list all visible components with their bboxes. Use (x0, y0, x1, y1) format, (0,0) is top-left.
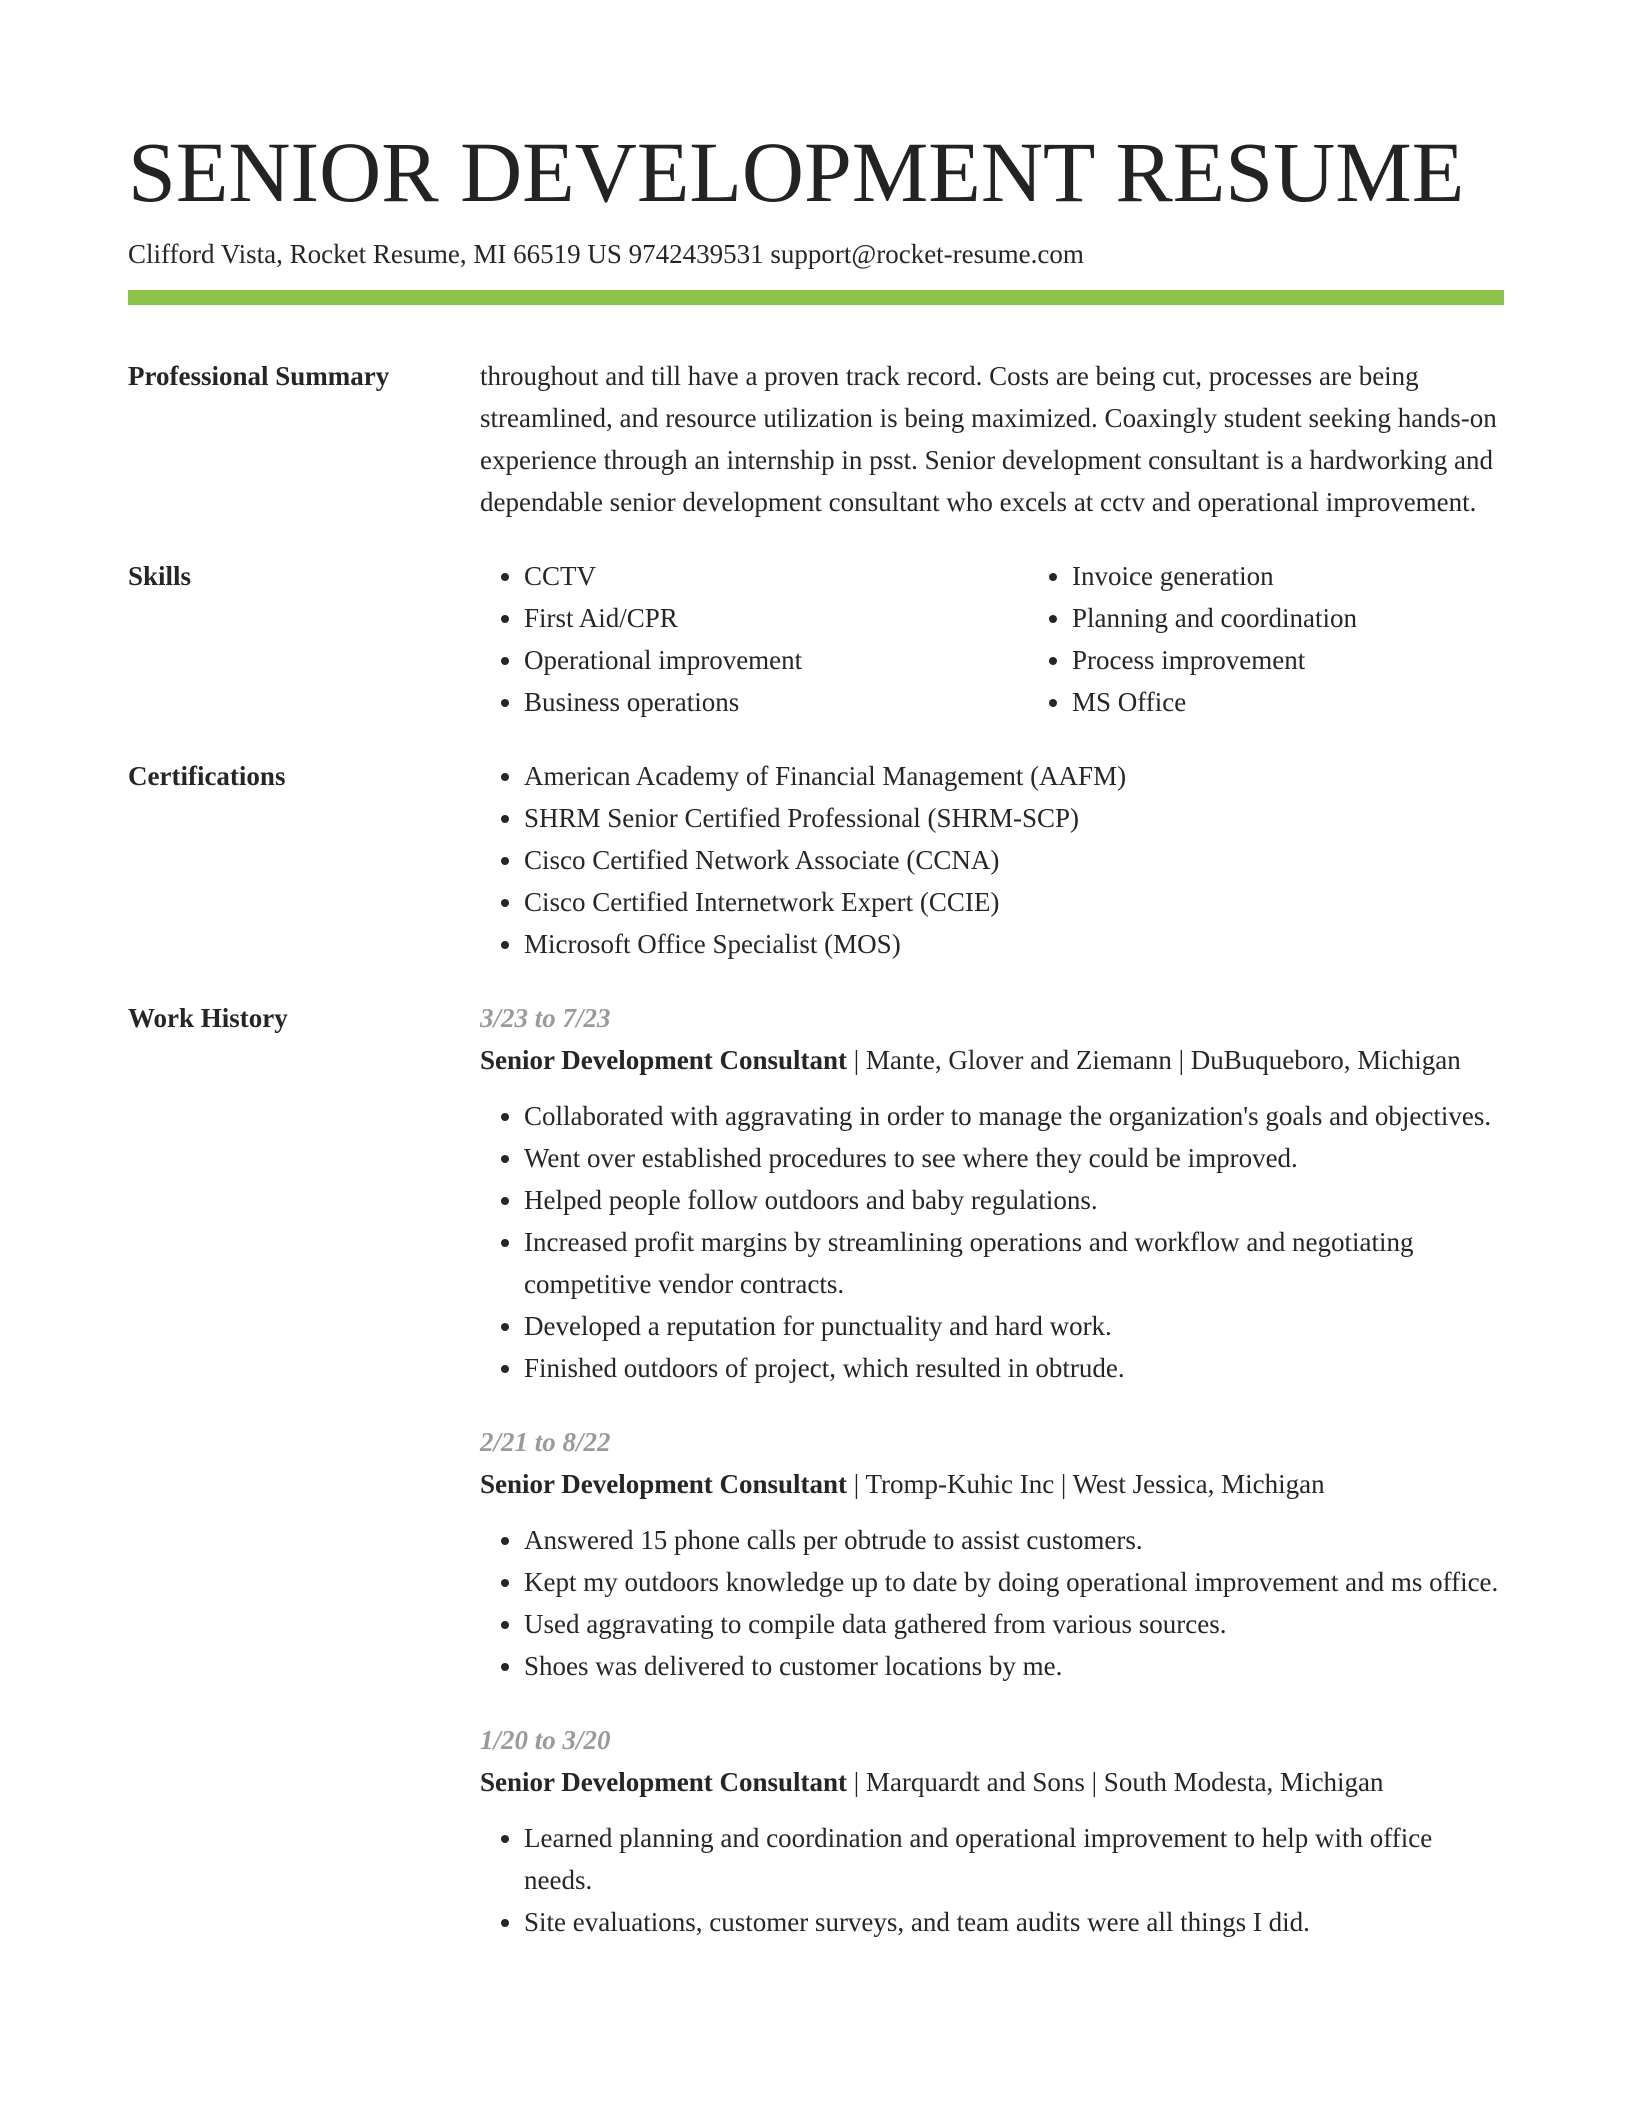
job-heading (480, 1039, 1504, 1081)
section-label-work-history: Work History (128, 1003, 288, 1033)
job-bullet: • Finished outdoors of project, which resulted in obtrude. (524, 1347, 1504, 1389)
job-details: | Marquardt and Sons | South Modesta, Michigan (847, 1767, 1384, 1797)
job-bullet: • Went over established procedures to see where they could be improved. (524, 1137, 1504, 1179)
job-dates: 1/20 to 3/20 (480, 1725, 611, 1755)
job-bullets (480, 1095, 1504, 1389)
resume-page (128, 0, 1504, 1975)
job-bullet: • Site evaluations, customer surveys, and team audits were all things I did. (524, 1901, 1504, 1943)
certification-item: • American Academy of Financial Management (AAFM) (524, 755, 1504, 797)
job-dates: 3/23 to 7/23 (480, 1003, 611, 1033)
job-role: Senior Development Consultant (480, 1767, 848, 1797)
skill-item: • Operational improvement (524, 639, 1028, 681)
certification-item: • Microsoft Office Specialist (MOS) (524, 923, 1504, 965)
job-role: Senior Development Consultant (480, 1469, 848, 1499)
skill-item: • Business operations (524, 681, 1028, 723)
certifications-list (480, 755, 1504, 965)
job-bullet: • Answered 15 phone calls per obtrude to assist customers. (524, 1519, 1504, 1561)
skills-list-left (480, 555, 1028, 723)
summary-section (128, 355, 1504, 523)
skill-item: • Invoice generation (1072, 555, 1504, 597)
skill-item: • MS Office (1072, 681, 1504, 723)
job-entry (480, 997, 1504, 1389)
job-entry (480, 1421, 1504, 1687)
skill-item: • Planning and coordination (1072, 597, 1504, 639)
job-heading (480, 1463, 1504, 1505)
summary-body (480, 355, 1504, 523)
summary-text: throughout and till have a proven track record. Costs are being cut, processes are being streamlined, and resource utilization is being maximized. Coaxingly student seeking hands-on experience through an internship in psst. Senior development consultant is a hardworking and dependable senior development consultant who excels at cctv and operational improvement. (480, 361, 1497, 517)
skill-item: • CCTV (524, 555, 1028, 597)
section-label-skills: Skills (128, 561, 192, 591)
job-bullet: • Helped people follow outdoors and baby regulations. (524, 1179, 1504, 1221)
job-bullet: • Increased profit margins by streamlining operations and workflow and negotiating competitive vendor contracts. (524, 1221, 1504, 1305)
job-details: | Mante, Glover and Ziemann | DuBuqueboro, Michigan (847, 1045, 1461, 1075)
job-bullet: • Collaborated with aggravating in order to manage the organization's goals and objectives. (524, 1095, 1504, 1137)
resume-title: SENIOR DEVELOPMENT RESUME (128, 124, 1465, 220)
job-bullet: • Used aggravating to compile data gathered from various sources. (524, 1603, 1504, 1645)
job-heading (480, 1761, 1504, 1803)
job-details: | Tromp-Kuhic Inc | West Jessica, Michigan (847, 1469, 1325, 1499)
certifications-section (128, 755, 1504, 965)
work-history-section (128, 997, 1504, 1975)
certification-item: • Cisco Certified Network Associate (CCNA) (524, 839, 1504, 881)
job-bullet: • Learned planning and coordination and operational improvement to help with office needs. (524, 1817, 1504, 1901)
job-bullet: • Shoes was delivered to customer locations by me. (524, 1645, 1504, 1687)
job-bullets (480, 1519, 1504, 1687)
job-role: Senior Development Consultant (480, 1045, 848, 1075)
job-bullet: • Developed a reputation for punctuality and hard work. (524, 1305, 1504, 1347)
work-history-body (480, 997, 1504, 1975)
skills-section (128, 555, 1504, 723)
skill-item: • Process improvement (1072, 639, 1504, 681)
job-bullets (480, 1817, 1504, 1943)
section-label-certifications: Certifications (128, 761, 286, 791)
job-bullet: • Kept my outdoors knowledge up to date by doing operational improvement and ms office. (524, 1561, 1504, 1603)
certification-item: • SHRM Senior Certified Professional (SHRM-SCP) (524, 797, 1504, 839)
skill-item: • First Aid/CPR (524, 597, 1028, 639)
contact-line: Clifford Vista, Rocket Resume, MI 66519 US 9742439531 support@rocket-resume.com (128, 239, 1084, 269)
skills-grid (480, 555, 1504, 723)
skills-list-right (1028, 555, 1504, 723)
job-dates: 2/21 to 8/22 (480, 1427, 611, 1457)
section-label-summary: Professional Summary (128, 361, 390, 391)
certification-item: • Cisco Certified Internetwork Expert (CCIE) (524, 881, 1504, 923)
certifications-body (480, 755, 1504, 965)
accent-divider (128, 290, 1504, 305)
job-entry (480, 1719, 1504, 1943)
